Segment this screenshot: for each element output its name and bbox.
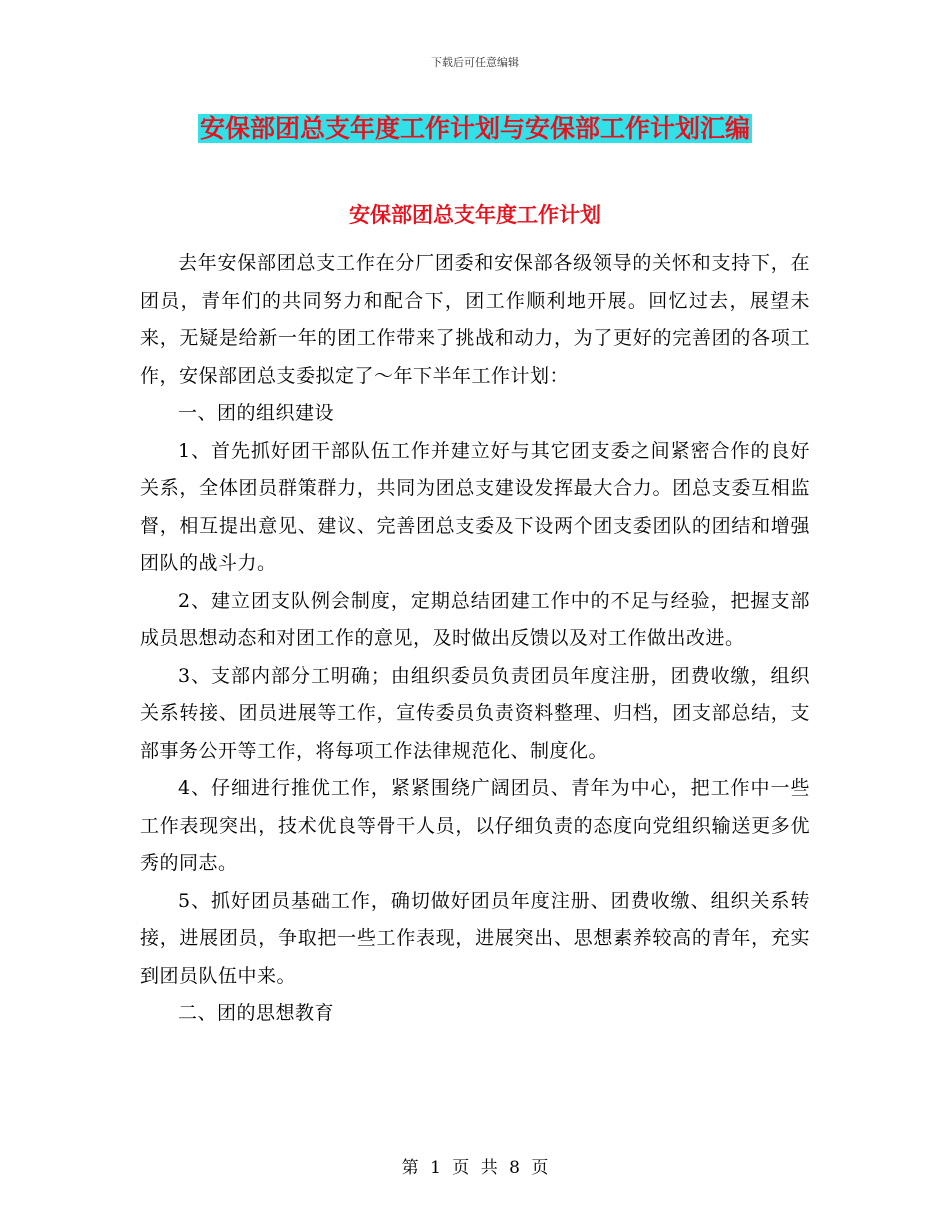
- paragraph-item-1: 1、首先抓好团干部队伍工作并建立好与其它团支委之间紧密合作的良好关系，全体团员群策群力，共同为团总支建设发挥最大合力。团总支委互相监督，相互提出意见、建议、完善团总支委及下设两个团支委团队的团结和增强团队的战斗力。: [140, 439, 810, 574]
- paragraph-intro: 去年安保部团总支工作在分厂团委和安保部各级领导的关怀和支持下，在团员，青年们的共同努力和配合下，团工作顺利地开展。回忆过去，展望未来，无疑是给新一年的团工作带来了挑战和动力，为了更好的完善团的各项工作，安保部团总支委拟定了～年下半年工作计划：: [140, 252, 810, 387]
- page-number: 第 1 页 共 8 页: [401, 1158, 549, 1178]
- heading-organization: 一、团的组织建设: [178, 402, 335, 424]
- paragraph-item-5: 5、抓好团员基础工作，确切做好团员年度注册、团费收缴、组织关系转接，进展团员，争取把一些工作表现，进展突出、思想素养较高的青年，充实到团员队伍中来。: [140, 889, 810, 987]
- document-body: [140, 245, 810, 1033]
- document-title-text: 安保部团总支年度工作计划与安保部工作计划汇编: [199, 114, 750, 143]
- section-title: 安保部团总支年度工作计划: [349, 202, 601, 227]
- paragraph-item-4: 4、仔细进行推优工作，紧紧围绕广阔团员、青年为中心，把工作中一些工作表现突出，技术优良等骨干人员，以仔细负责的态度向党组织输送更多优秀的同志。: [140, 777, 810, 874]
- paragraph-item-2: 2、建立团支队例会制度，定期总结团建工作中的不足与经验，把握支部成员思想动态和对团工作的意见，及时做出反馈以及对工作做出改进。: [140, 589, 810, 649]
- document-title: [0, 112, 950, 146]
- paragraph-item-3: 3、支部内部分工明确；由组织委员负责团员年度注册，团费收缴，组织关系转接、团员进展等工作，宣传委员负责资料整理、归档，团支部总结，支部事务公开等工作，将每项工作法律规范化、制度化。: [140, 664, 810, 762]
- heading-ideology: 二、团的思想教育: [178, 1002, 335, 1024]
- header-note: 下载后可任意编辑: [431, 56, 519, 69]
